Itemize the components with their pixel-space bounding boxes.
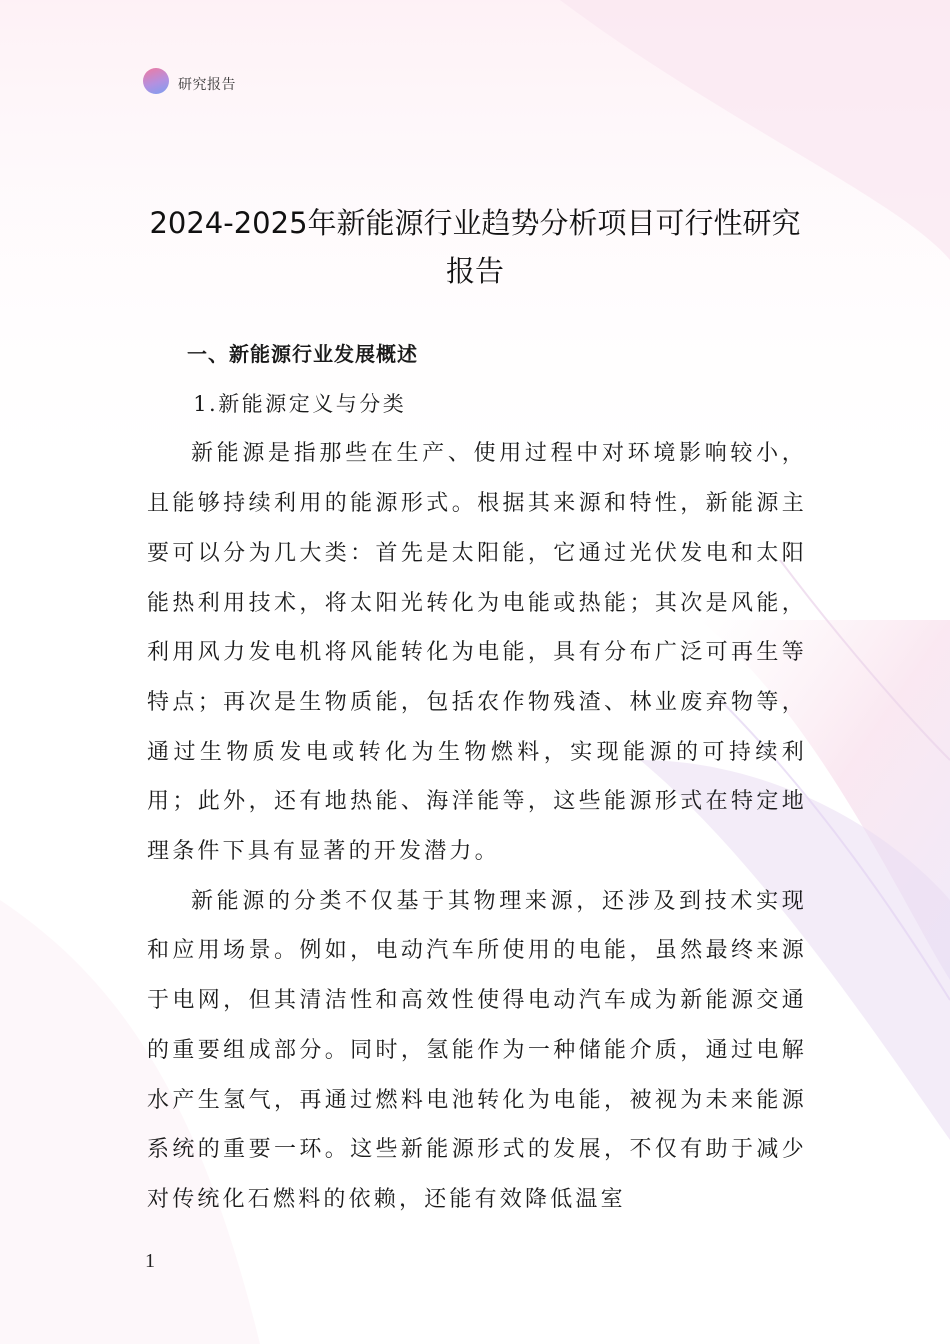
subsection-heading: 1.新能源定义与分类 [193,391,407,416]
paragraph: 新能源的分类不仅基于其物理来源，还涉及到技术实现和应用场景。例如，电动汽车所使用的电能，虽然最终来源于电网，但其清洁性和高效性使得电动汽车成为新能源交通的重要组成部分。同时，氢能作为一种储能介质，通过电解水产生氢气，再通过燃料电池转化为电能，被视为未来能源系统的重要一环。这些新能源形式的发展，不仅有助于减少对传统化石燃料的依赖，还能有效降低温室 [147,888,807,1212]
section-heading: 一、新能源行业发展概述 [187,342,418,366]
page-number: 1 [145,1250,155,1272]
logo-icon [143,68,169,94]
header-label: 研究报告 [178,77,236,93]
document-title: 2024-2025年新能源行业趋势分析项目可行性研究报告 [149,206,801,289]
report-header [143,66,236,96]
document-body [147,330,807,1225]
paragraph: 新能源是指那些在生产、使用过程中对环境影响较小，且能够持续利用的能源形式。根据其来源和特性，新能源主要可以分为几大类：首先是太阳能，它通过光伏发电和太阳能热利用技术，将太阳光转化为电能或热能；其次是风能，利用风力发电机将风能转化为电能，具有分布广泛可再生等特点；再次是生物质能，包括农作物残渣、林业废弃物等，通过生物质发电或转化为生物燃料，实现能源的可持续利用；此外，还有地热能、海洋能等，这些能源形式在特定地理条件下具有显著的开发潜力。 [147,441,807,865]
